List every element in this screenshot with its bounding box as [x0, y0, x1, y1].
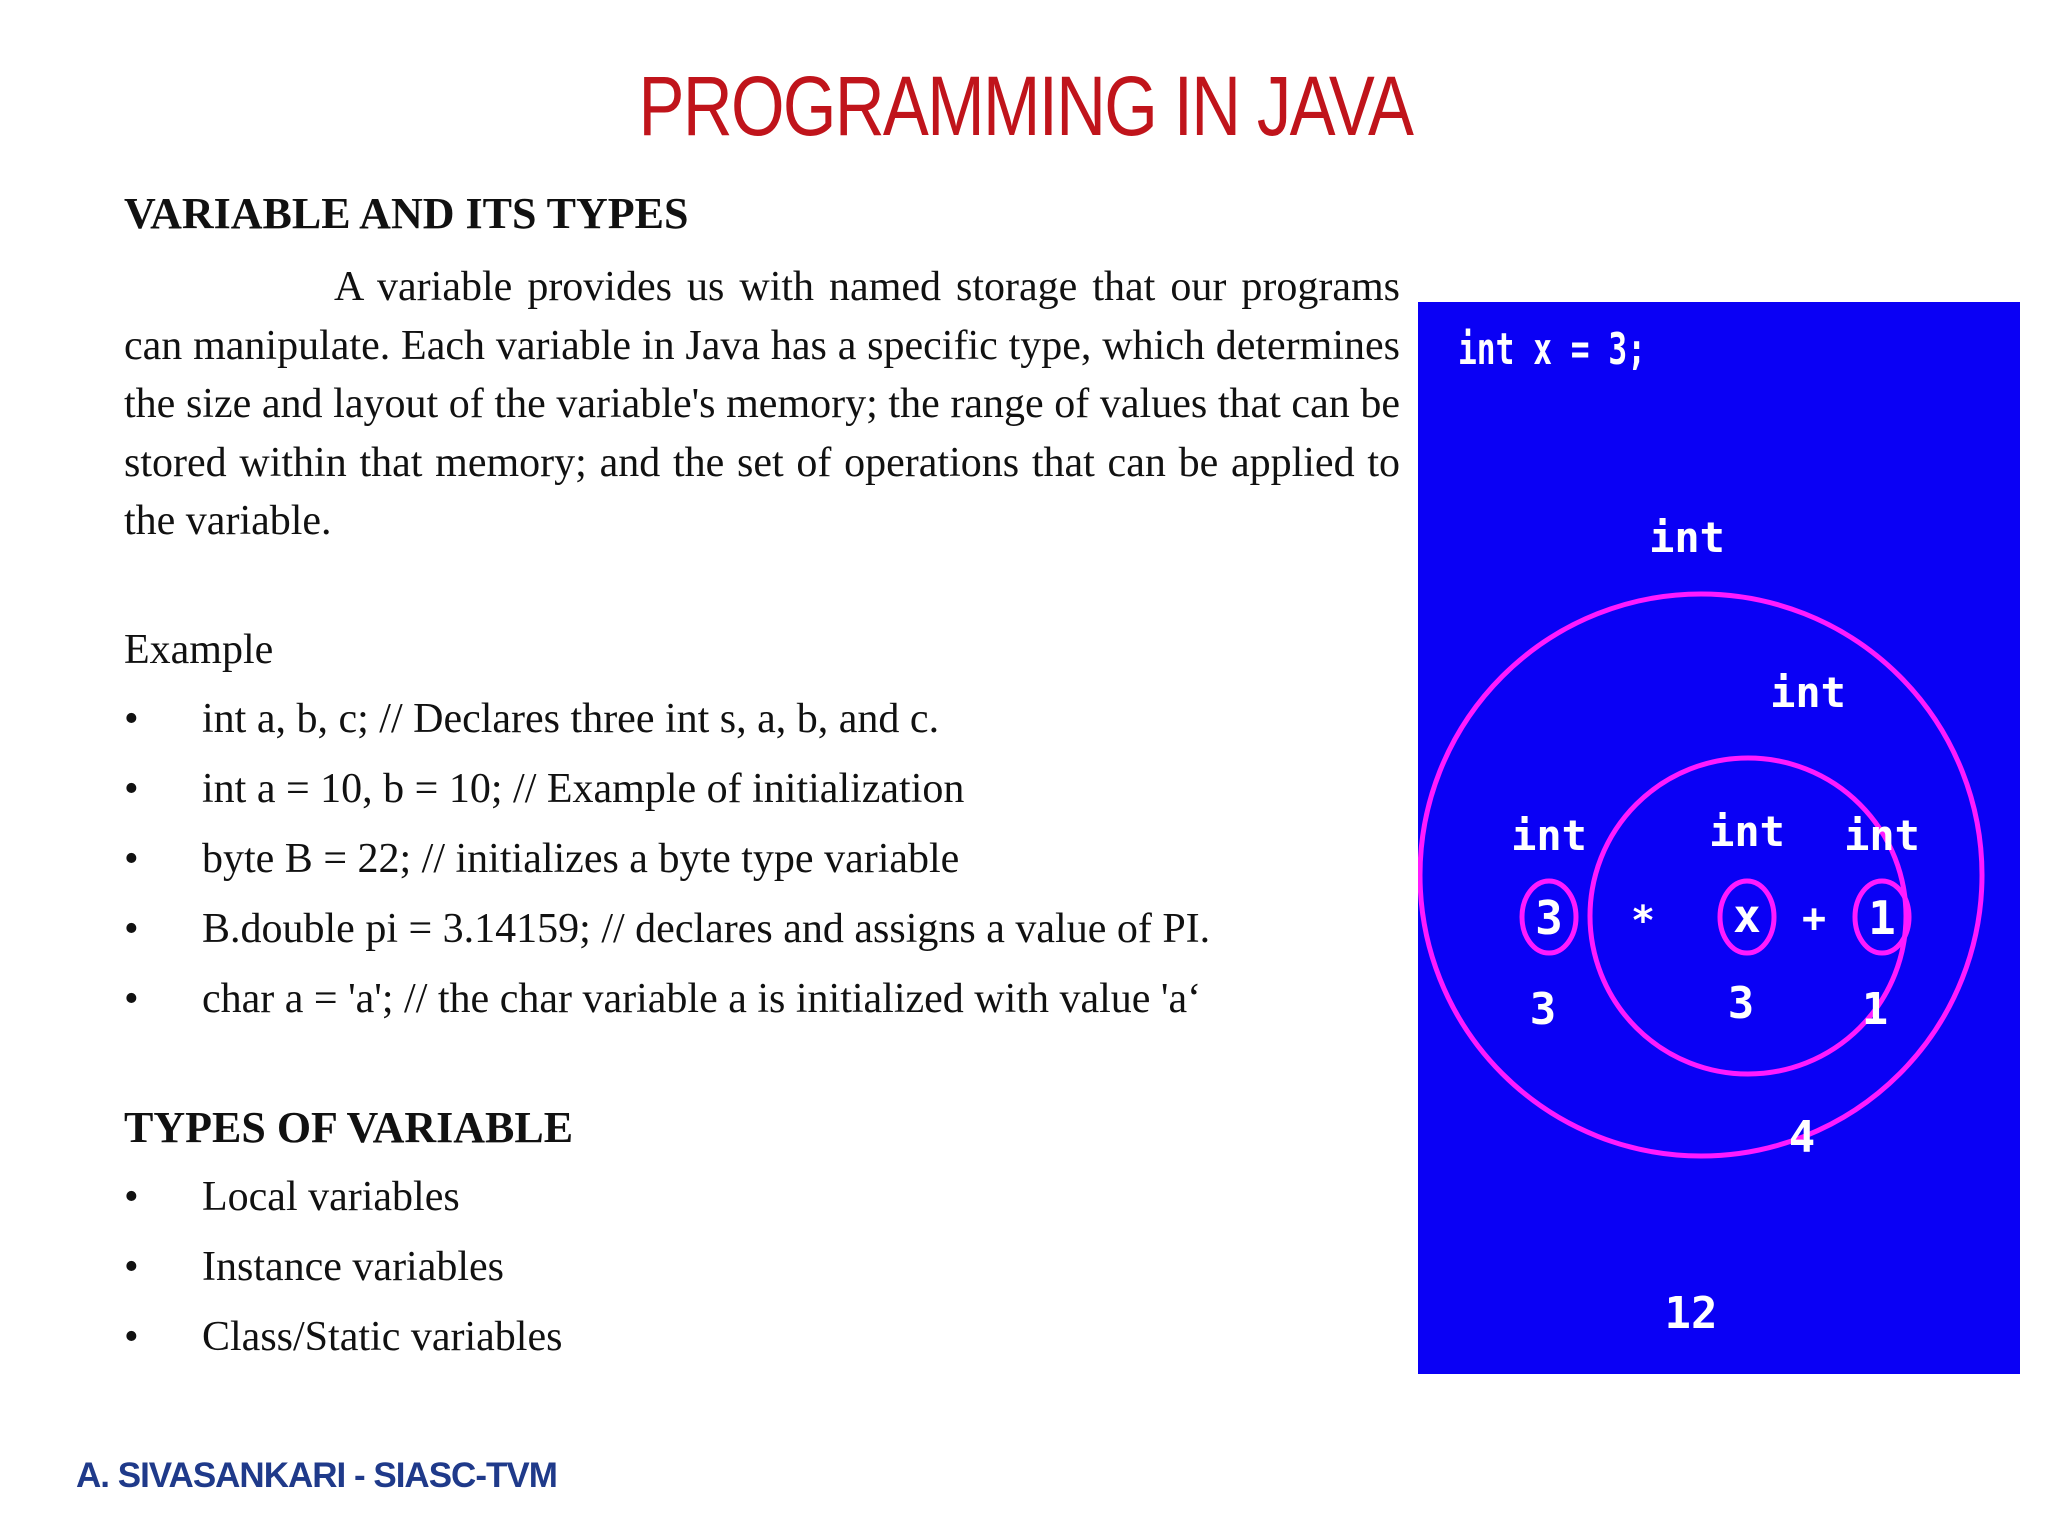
one-value: 1: [1861, 984, 1889, 1035]
variable-type-text: Local variables: [202, 1174, 460, 1220]
bullet-icon: •: [124, 836, 139, 882]
example-text: int a, b, c; // Declares three int s, a, b, and c.: [202, 696, 940, 742]
inner-type-label: int: [1770, 668, 1846, 717]
expression-diagram: [1418, 302, 2020, 1374]
bullet-icon: •: [124, 1174, 139, 1220]
example-text: char a = 'a'; // the char variable a is initialized with value 'a‘: [202, 976, 1202, 1022]
slide-title: PROGRAMMING IN JAVA: [638, 59, 1413, 153]
example-label: Example: [124, 627, 274, 673]
section-heading-types-of-variable: TYPES OF VARIABLE: [124, 1103, 574, 1152]
bullet-icon: •: [124, 696, 139, 742]
left-literal: 3: [1535, 891, 1563, 945]
bullet-icon: •: [124, 766, 139, 812]
outer-type-label: int: [1649, 513, 1725, 562]
x-type-label: int: [1709, 807, 1785, 856]
example-text: int a = 10, b = 10; // Example of initialization: [202, 766, 965, 812]
declaration-statement: int x = 3;: [1458, 324, 1646, 375]
bullet-icon: •: [124, 1314, 139, 1360]
list-item: [124, 974, 1400, 1024]
variable-type-text: Class/Static variables: [202, 1314, 563, 1360]
list-item: [124, 694, 1400, 744]
footer-author: A. SIVASANKARI - SIASC-TVM: [76, 1456, 557, 1495]
outer-expression-circle: [1420, 594, 1982, 1156]
example-text: B.double pi = 3.14159; // declares and assigns a value of PI.: [202, 906, 1211, 952]
multiply-operator: *: [1630, 898, 1656, 944]
variable-types-list: [124, 1172, 1400, 1382]
one-type-label: int: [1844, 811, 1920, 860]
bullet-icon: •: [124, 976, 139, 1022]
list-item: [124, 834, 1400, 884]
left-value: 3: [1529, 984, 1557, 1035]
outer-result: 12: [1664, 1288, 1718, 1339]
section-heading-variable-types: VARIABLE AND ITS TYPES: [124, 189, 689, 238]
list-item: [124, 764, 1400, 814]
variable-type-text: Instance variables: [202, 1244, 505, 1290]
variable-definition-paragraph: A variable provides us with named storage that our programs can manipulate. Each variable in Java has a specific type, which determines the size and layout of the variable's memory; the range of values that can be stored within that memory; and the set of operations that can be applied to the variable.: [124, 264, 1400, 544]
example-list: [124, 694, 1400, 1044]
bullet-icon: •: [124, 1244, 139, 1290]
list-item: [124, 904, 1400, 954]
expression-diagram-svg: [1418, 302, 2020, 1374]
x-symbol: x: [1733, 889, 1761, 943]
plus-operator: +: [1801, 896, 1827, 942]
list-item: [124, 1242, 1400, 1292]
list-item: [124, 1172, 1400, 1222]
x-value: 3: [1727, 978, 1755, 1029]
one-literal: 1: [1868, 891, 1896, 945]
left-type-label: int: [1511, 811, 1587, 860]
example-text: byte B = 22; // initializes a byte type variable: [202, 836, 960, 882]
bullet-icon: •: [124, 906, 139, 952]
list-item: [124, 1312, 1400, 1362]
inner-result: 4: [1788, 1112, 1816, 1163]
